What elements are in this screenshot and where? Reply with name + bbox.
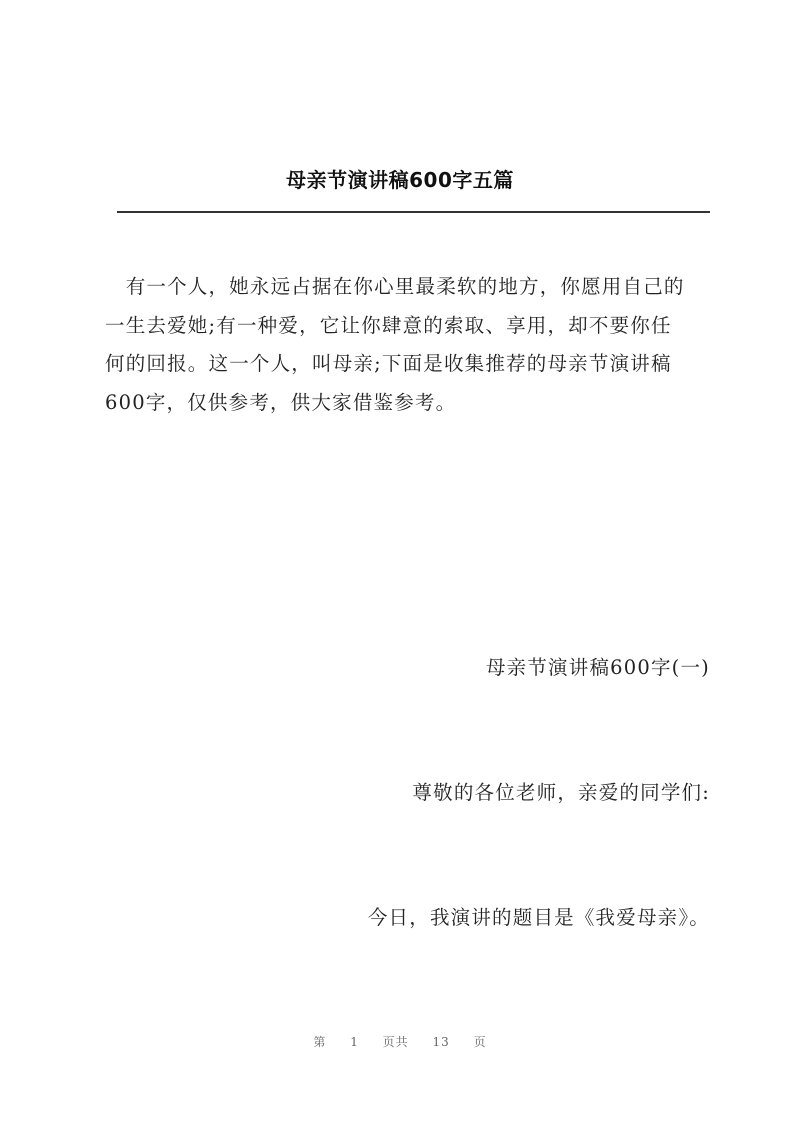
- footer-middle: 页共: [382, 1035, 409, 1049]
- intro-line: 一生去爱她;有一种爱，它让你肆意的索取、享用，却不要你任: [105, 313, 672, 337]
- intro-line: 有一个人，她永远占据在你心里最柔软的地方，你愿用自己的: [105, 275, 685, 298]
- page-footer: [0, 1033, 800, 1050]
- title-underline-divider: [117, 211, 710, 213]
- footer-total-pages: 13: [432, 1035, 450, 1049]
- footer-suffix: 页: [473, 1035, 487, 1049]
- footer-page-number: 1: [350, 1035, 359, 1049]
- intro-paragraph: [105, 268, 715, 422]
- intro-line: 600字，仅供参考，供大家借鉴参考。: [105, 390, 457, 414]
- footer-prefix: 第: [313, 1035, 327, 1049]
- salutation-line: 尊敬的各位老师，亲爱的同学们:: [412, 781, 710, 804]
- section-heading: 母亲节演讲稿600字(一): [485, 656, 710, 679]
- document-title: 母亲节演讲稿600字五篇: [286, 168, 514, 192]
- speech-topic-line: 今日，我演讲的题目是《我爱母亲》。: [367, 906, 710, 929]
- intro-line: 何的回报。这一个人，叫母亲;下面是收集推荐的母亲节演讲稿: [105, 352, 672, 375]
